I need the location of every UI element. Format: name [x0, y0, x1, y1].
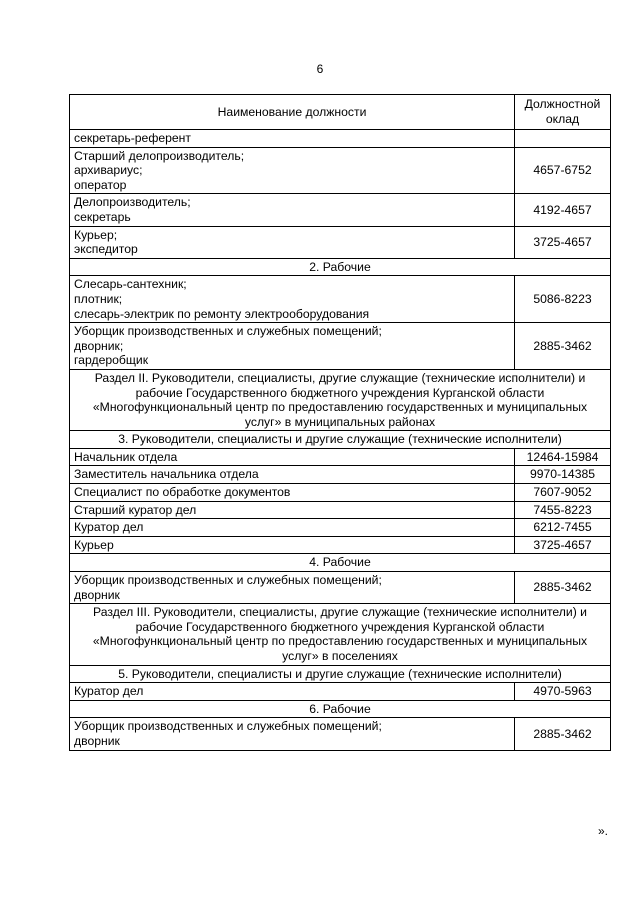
- position-name: [70, 466, 515, 484]
- section-title: [70, 369, 611, 430]
- table-row: [70, 466, 611, 484]
- position-name-line: Куратор дел: [74, 684, 144, 699]
- section-title-line: «Многофункциональный центр по предоставлению государственных и муниципальных: [92, 400, 588, 415]
- position-name: [70, 448, 515, 466]
- section-title-line: Раздел II. Руководители, специалисты, другие служащие (технические исполнители) и: [94, 370, 586, 385]
- salary-table: [69, 94, 611, 751]
- position-name: [70, 718, 515, 750]
- salary-range: 9970-14385: [515, 466, 611, 484]
- section-header-row: [70, 665, 611, 683]
- section-header-row: [70, 369, 611, 430]
- position-name-line: Старший делопроизводитель;: [74, 148, 245, 163]
- section-title-line: рабочие Государственного бюджетного учреждения Курганской области: [135, 619, 545, 634]
- position-name: [70, 501, 515, 519]
- section-header-row: [70, 604, 611, 665]
- position-name-line: Куратор дел: [74, 520, 144, 535]
- table-row: [70, 323, 611, 370]
- position-name-line: Заместитель начальника отдела: [74, 467, 259, 482]
- section-title: [70, 665, 611, 683]
- section-title-line: услуг» в поселениях: [282, 649, 398, 663]
- position-name-line: Курьер;: [74, 227, 118, 242]
- position-name: [70, 194, 515, 226]
- section-title: [70, 431, 611, 449]
- position-name-line: слесарь-электрик по ремонту электрооборудования: [74, 306, 370, 321]
- salary-range: 3725-4657: [515, 226, 611, 258]
- table-row: [70, 519, 611, 537]
- position-name-line: Старший куратор дел: [74, 502, 197, 517]
- position-name: [70, 572, 515, 604]
- section-title-line: 3. Руководители, специалисты и другие служащие (технические исполнители): [118, 432, 562, 447]
- header-position-name: Наименование должности: [70, 95, 515, 130]
- table-body: [70, 130, 611, 751]
- position-name-line: гардеробщик: [74, 353, 149, 368]
- section-title-line: 4. Рабочие: [309, 555, 371, 570]
- position-name-line: дворник;: [74, 338, 124, 353]
- position-name-line: Начальник отдела: [74, 449, 178, 464]
- position-name-line: Уборщик производственных и служебных помещений;: [74, 719, 382, 734]
- position-name-line: дворник: [74, 587, 120, 602]
- position-name: [70, 147, 515, 194]
- section-title-line: рабочие Государственного бюджетного учреждения Курганской области: [135, 385, 545, 400]
- salary-range: 2885-3462: [515, 718, 611, 750]
- section-title: [70, 258, 611, 276]
- position-name: [70, 536, 515, 554]
- table-row: [70, 683, 611, 701]
- position-name: [70, 276, 515, 323]
- table-row: [70, 147, 611, 194]
- salary-range: 4970-5963: [515, 683, 611, 701]
- position-name: [70, 323, 515, 370]
- section-title: [70, 700, 611, 718]
- table-row: [70, 572, 611, 604]
- position-name-line: Уборщик производственных и служебных помещений;: [74, 324, 382, 339]
- salary-range: 7607-9052: [515, 484, 611, 502]
- section-title-line: 2. Рабочие: [309, 259, 371, 274]
- position-name-line: Специалист по обработке документов: [74, 485, 291, 500]
- position-name-line: Курьер: [74, 537, 114, 552]
- closing-quote-mark: ».: [598, 824, 609, 838]
- section-title-line: 5. Руководители, специалисты и другие служащие (технические исполнители): [118, 666, 562, 681]
- header-salary-line: оклад: [545, 112, 580, 126]
- position-name: [70, 519, 515, 537]
- header-salary-line: Должностной: [524, 97, 601, 112]
- table-row: [70, 484, 611, 502]
- section-title-line: 6. Рабочие: [309, 701, 371, 716]
- position-name: [70, 484, 515, 502]
- table-row: [70, 276, 611, 323]
- salary-range: 12464-15984: [515, 448, 611, 466]
- salary-range: 6212-7455: [515, 519, 611, 537]
- position-name-line: плотник;: [74, 291, 123, 306]
- section-header-row: [70, 554, 611, 572]
- table-row: [70, 501, 611, 519]
- position-name: [70, 683, 515, 701]
- position-name-line: дворник: [74, 733, 120, 748]
- section-header-row: [70, 431, 611, 449]
- position-name-line: Слесарь-сантехник;: [74, 277, 187, 292]
- table-row: [70, 718, 611, 750]
- salary-range: [515, 130, 611, 148]
- salary-range: 3725-4657: [515, 536, 611, 554]
- salary-range: 5086-8223: [515, 276, 611, 323]
- position-name-line: Делопроизводитель;: [74, 195, 191, 210]
- salary-range: 7455-8223: [515, 501, 611, 519]
- position-name: [70, 130, 515, 148]
- section-title-line: «Многофункциональный центр по предоставлению государственных и муниципальных: [92, 634, 588, 649]
- section-header-row: [70, 700, 611, 718]
- table-row: [70, 536, 611, 554]
- section-header-row: [70, 258, 611, 276]
- table-row: [70, 226, 611, 258]
- position-name-line: экспедитор: [74, 242, 138, 257]
- header-salary: [515, 95, 611, 130]
- position-name-line: оператор: [74, 177, 127, 192]
- salary-range: 4657-6752: [515, 147, 611, 194]
- section-title-line: Раздел III. Руководители, специалисты, другие служащие (технические исполнители) и: [93, 605, 587, 620]
- section-title: [70, 554, 611, 572]
- table-row: [70, 194, 611, 226]
- page-number: 6: [316, 62, 324, 76]
- salary-range: 4192-4657: [515, 194, 611, 226]
- position-name: [70, 226, 515, 258]
- table-row: [70, 448, 611, 466]
- header-row: [70, 95, 611, 130]
- position-name-line: Уборщик производственных и служебных помещений;: [74, 573, 382, 588]
- position-name-line: секретарь: [74, 209, 131, 224]
- position-name-line: секретарь-референт: [74, 131, 191, 145]
- salary-range: 2885-3462: [515, 572, 611, 604]
- section-title-line: услуг» в муниципальных районах: [244, 414, 436, 429]
- section-title: [70, 604, 611, 665]
- table-row: [70, 130, 611, 148]
- salary-range: 2885-3462: [515, 323, 611, 370]
- position-name-line: архивариус;: [74, 163, 143, 178]
- table-header: [70, 95, 611, 130]
